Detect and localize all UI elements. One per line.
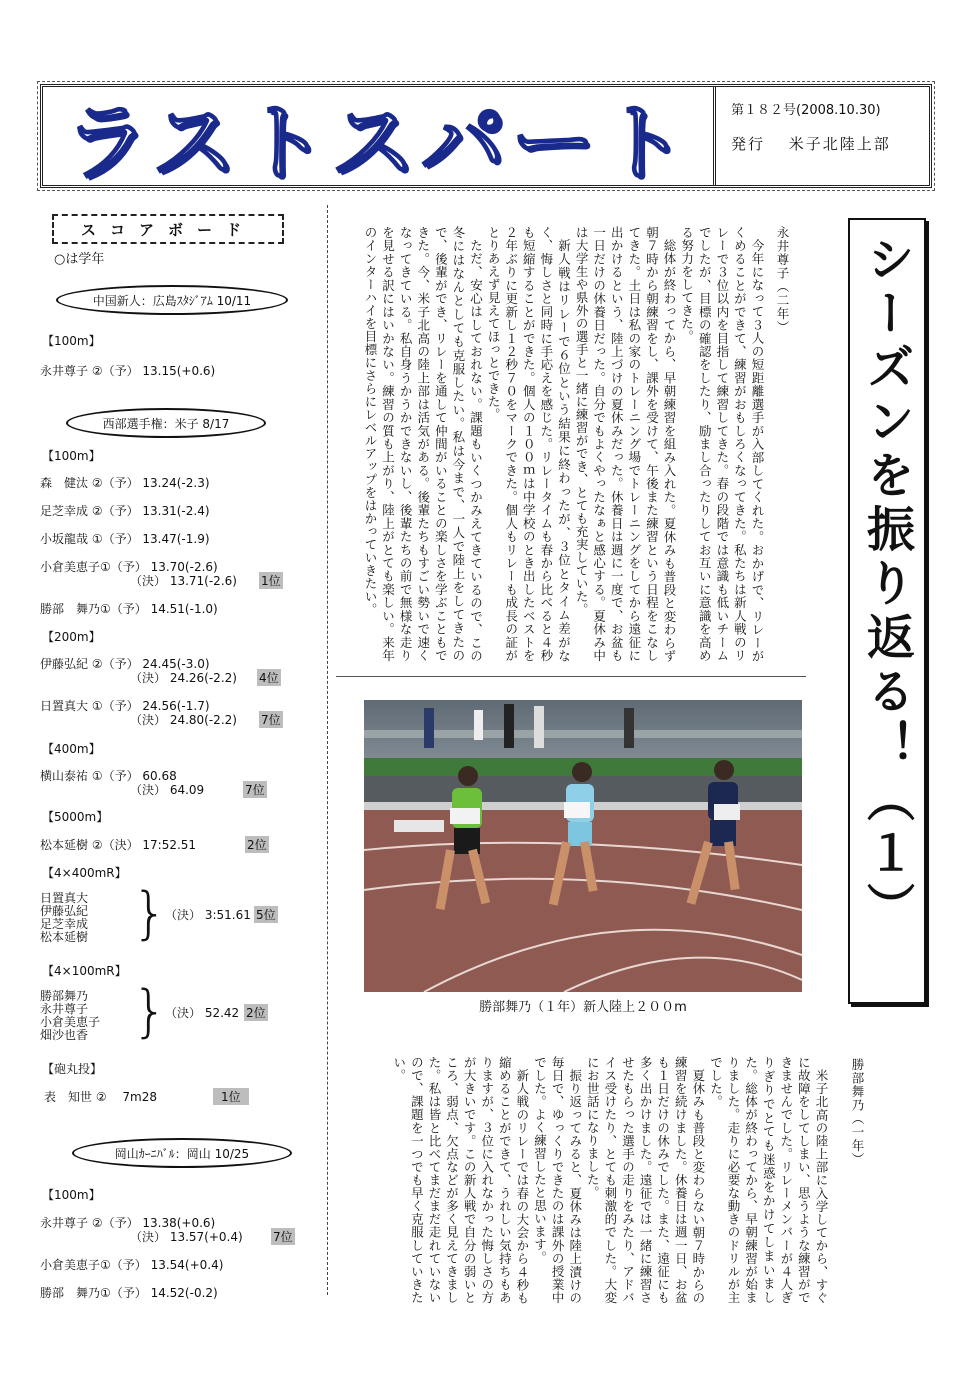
header-box: [40, 84, 932, 192]
rank-badge: 5位: [256, 908, 276, 922]
bracket-icon: }: [132, 979, 168, 1044]
result-row: 勝部 舞乃①（予） 14.52(-0.2): [40, 1286, 218, 1300]
event-label: 【100m】: [42, 449, 101, 463]
meet-chugoku-shinjin: 中国新人：広島ｽﾀｼﾞｱﾑ 10/11: [56, 285, 288, 315]
result-row: 小坂龍哉 ①（予） 13.47(-1.9): [40, 532, 210, 546]
rank-badge: 2位: [247, 838, 267, 852]
result-row: 横山泰祐 ①（予） 60.68: [40, 769, 177, 783]
relay-member: 畑沙也香: [40, 1028, 89, 1042]
feature-title-box: [848, 218, 926, 1004]
rank-badge: 7位: [261, 713, 281, 727]
issue-number: 第１８２号(2008.10.30): [731, 103, 881, 118]
result-row-final: （決） 24.80(-2.2): [130, 713, 237, 727]
meet-seibu-senshuken: 西部選手権：米子 8/17: [66, 408, 266, 438]
rank-badge: 2位: [246, 1006, 266, 1020]
relay-time: （決） 3:51.61: [165, 908, 251, 922]
event-label: 【100m】: [42, 334, 101, 348]
scoreboard-title: スコアボード: [52, 214, 284, 244]
result-row-final: （決） 64.09: [130, 783, 205, 797]
result-row: 小倉美恵子①（予） 13.70(-2.6): [40, 560, 218, 574]
result-row: 永井尊子 ②（予） 13.38(+0.6): [40, 1216, 216, 1230]
event-label: 【400m】: [42, 742, 101, 756]
article1-paragraph: ただ、安心はしておれない。課題もいくつかみえてきているので、この冬にはなんとしても克服したい。私は今まで、一人で陸上をしてきたので、後輩ができ、リレーを通して仲間がいることの楽しさを学ぶこともできた。今、米子北高の陸上部は活気がある。後輩たちもすごい勢いで速くなってきている。私自身うかうかできないし、後輩たちの前で無様な走りを見せる訳にはいかない。練習の質も上がり、陸上がとても楽しい。来年のインターハイを目標にさらにレベルアップをはかっていきたい。: [362, 226, 484, 662]
result-row: 表 知世 ② 7m28: [44, 1090, 157, 1104]
column-divider: [327, 205, 328, 1295]
result-row: 足芝幸成 ②（予） 13.31(-2.4): [40, 504, 210, 518]
article1-paragraph: 新人戦はリレーで６位という結果に終わったが、３位とタイム差がなく、悔しさと同時に手応えを感じた。リレータイムも春から比べると４秒も短縮することができた。個人の１００ｍは中学校のとき出したベストを２年ぶりに更新し１２秒７０をマークできた。個人もリレーも成長の証がとりあえず見えてほっとできた。: [486, 226, 572, 662]
article2-body: [340, 1056, 830, 1304]
meet-okayama-carnival: 岡山ｶｰﾆﾊﾞﾙ：岡山 10/25: [72, 1138, 292, 1168]
grade-note: ○は学年: [54, 252, 105, 267]
race-photo: [364, 700, 802, 992]
result-row: 永井尊子 ②（予） 13.15(+0.6): [40, 364, 216, 378]
event-label: 【4×400mR】: [42, 866, 127, 880]
article1-paragraph: 総体が終わってから、早朝練習を組み入れた。夏休みも普段と変わらず朝７時から朝練習をし、課外を受けて、午後また練習という日程をこなしてきた。土日は私の家のトレーニング場でトレーニングをしてから遠征に出かけるという、陸上づけの夏休みだった。休養日は週に一度で、お盆も一日だけの休養日だった。自分でもよくやったなぁと感心する。夏休み中は大学生や県外の選手と一緒に練習ができ、とても充実していた。: [574, 226, 678, 662]
result-row: 森 健汰 ②（予） 13.24(-2.3): [40, 476, 210, 490]
event-label: 【5000m】: [42, 810, 109, 824]
article1-paragraph: 今年になって３人の短距離選手が入部してくれた。おかげで、リレーがくめることができて、練習がおもしろくなってきた。私たちは新人戦のリレーで３位以内を目指して練習してきた。春の段階では意識も低いチームでしたが、目標の確認をしたり、励まし合ったりしてお互いに意識を高める努力をしてきた。: [679, 226, 765, 662]
masthead-title: ラストスパート: [64, 93, 692, 192]
article2-paragraph: 新人戦のリレーでは春の大会から４秒も縮めることができて、うれしい気持ちもありますが、３位に入れなかった悔しさの方が大きいです。この新人戦で自分の弱いところ、弱点、欠点などが多く見えてきました。私は皆と比べてまだまだ走れていないので、課題を一つでも早く克服していきたい。: [391, 1056, 530, 1304]
bracket-icon: }: [132, 881, 168, 946]
publisher: 発行 米子北陸上部: [731, 135, 891, 153]
rank-badge: 7位: [245, 783, 265, 797]
rank-badge: 1位: [213, 1088, 249, 1105]
relay-member: 勝部舞乃: [40, 989, 89, 1003]
relay-member: 松本延樹: [40, 930, 89, 944]
feature-title: シーズンを振り返る！（１）: [858, 234, 915, 936]
article2-paragraph: 振り返ってみると、夏休みは陸上漬けの毎日で、ゆっくりできたのは課外の授業中でした。よく練習したと思います。: [532, 1056, 583, 1304]
article1-body: [340, 226, 766, 662]
article2-author: 勝部舞乃（一年）: [850, 1058, 865, 1166]
event-label: 【200m】: [42, 630, 101, 644]
result-row: 勝部 舞乃①（予） 14.51(-1.0): [40, 602, 218, 616]
relay-member: 伊藤弘紀: [40, 904, 89, 918]
race-photo-image: [364, 700, 802, 992]
event-label: 【100m】: [42, 1188, 101, 1202]
rank-badge: 7位: [273, 1230, 293, 1244]
article2-paragraph: 夏休みも普段と変わらない朝７時からの練習を続けました。休養日は週一日、お盆も１日だけの休みでした。また、遠征にも多く出かけました。遠征では一緒に練習させたもらった選手の走りをみたり、アドバイス受けたり、とても刺激的でした。大変にお世話になりました。: [585, 1056, 706, 1304]
rank-badge: 4位: [259, 671, 279, 685]
result-row: 小倉美恵子①（予） 13.54(+0.4): [40, 1258, 224, 1272]
event-label: 【砲丸投】: [42, 1062, 103, 1076]
relay-member: 永井尊子: [40, 1002, 89, 1016]
photo-caption: 勝部舞乃（１年）新人陸上２００m: [479, 1000, 687, 1015]
section-divider: [336, 676, 806, 677]
rank-badge: 1位: [261, 574, 281, 588]
relay-time: （決） 52.42: [165, 1006, 240, 1020]
result-row: 伊藤弘紀 ②（予） 24.45(-3.0): [40, 657, 210, 671]
article1-author: 永井尊子（二年）: [775, 226, 790, 334]
event-label: 【4×100mR】: [42, 964, 127, 978]
result-row-final: （決） 13.71(-2.6): [130, 574, 237, 588]
relay-member: 小倉美恵子: [40, 1015, 101, 1029]
relay-member: 足芝幸成: [40, 917, 89, 931]
masthead: [43, 87, 713, 192]
header-divider: [713, 87, 716, 185]
article2-paragraph: 米子北高の陸上部に入学してから、すぐに故障をしてしまい、思うような練習ができませんでした。リレーメンバーが４人ぎりぎりでとても迷惑をかけてしまいました。総体が終わってから、早朝練習が始まりました。走りに必要な動きのドリルが主でした。: [708, 1056, 829, 1304]
result-row-final: （決） 13.57(+0.4): [130, 1230, 243, 1244]
result-row-final: （決） 24.26(-2.2): [130, 671, 237, 685]
result-row: 日置真大 ①（予） 24.56(-1.7): [40, 699, 210, 713]
result-row: 松本延樹 ②（決） 17:52.51: [40, 838, 197, 852]
relay-member: 日置真大: [40, 891, 89, 905]
